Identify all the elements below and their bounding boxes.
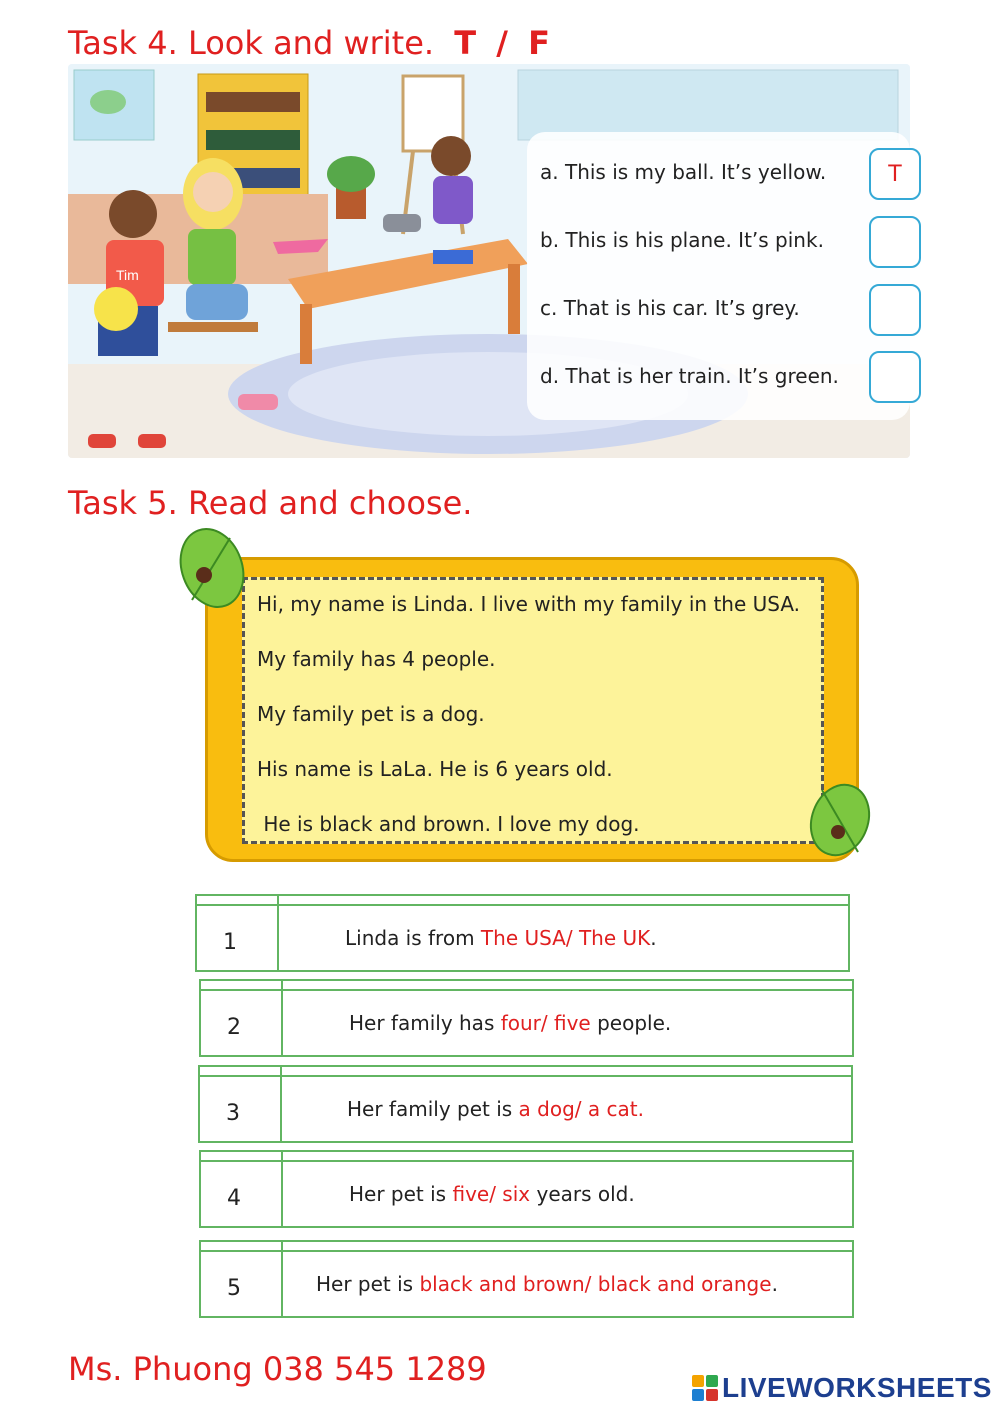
statement-b: b. This is his plane. It’s pink. (540, 228, 824, 252)
choose-row-1 (195, 894, 850, 972)
sentence-prefix: Her family has (349, 1011, 501, 1035)
passage-line-2: My family has 4 people. (257, 647, 496, 671)
statement-c: c. That is his car. It’s grey. (540, 296, 800, 320)
row-sentence (345, 926, 657, 950)
tim-label: Tim (116, 267, 139, 283)
sentence-suffix: . (771, 1272, 778, 1296)
choose-row-3 (198, 1065, 853, 1143)
row-sentence (349, 1182, 635, 1206)
leaf-icon (172, 520, 252, 620)
leaf-icon (802, 776, 878, 866)
answer-box-b[interactable] (869, 216, 921, 268)
choice-options[interactable]: a dog/ a cat. (518, 1097, 644, 1121)
task4-title (68, 24, 550, 62)
sentence-suffix: years old. (530, 1182, 635, 1206)
passage-line-4: His name is LaLa. He is 6 years old. (257, 757, 613, 781)
sentence-prefix: Linda is from (345, 926, 481, 950)
row-number: 4 (227, 1186, 241, 1211)
statement-a: a. This is my ball. It’s yellow. (540, 160, 827, 184)
sentence-prefix: Her family pet is (347, 1097, 519, 1121)
passage-line-5: He is black and brown. I love my dog. (257, 812, 640, 836)
answer-box-a[interactable]: T (869, 148, 921, 200)
sentence-prefix: Her pet is (349, 1182, 453, 1206)
row-number: 2 (227, 1015, 241, 1040)
author-credit: Ms. Phuong 038 545 1289 (68, 1350, 487, 1388)
answer-box-c[interactable] (869, 284, 921, 336)
true-label: T (454, 24, 477, 62)
choice-options[interactable]: black and brown/ black and orange (419, 1272, 772, 1296)
choice-options[interactable]: The USA/ The UK (480, 926, 651, 950)
passage-line-1: Hi, my name is Linda. I live with my family in the USA. (257, 592, 801, 616)
row-number: 3 (226, 1101, 240, 1126)
choose-row-2 (199, 979, 854, 1057)
sentence-suffix: people. (590, 1011, 672, 1035)
answer-box-d[interactable] (869, 351, 921, 403)
choose-row-4 (199, 1150, 854, 1228)
sentence-suffix: . (650, 926, 657, 950)
passage-line-3: My family pet is a dog. (257, 702, 485, 726)
slash-separator: / (496, 24, 508, 62)
row-sentence (316, 1272, 778, 1296)
false-label: F (528, 24, 550, 62)
row-sentence (347, 1097, 644, 1121)
sentence-prefix: Her pet is (316, 1272, 420, 1296)
row-number: 1 (223, 930, 237, 955)
row-number: 5 (227, 1276, 241, 1301)
task4-title-text: Task 4. Look and write. (68, 24, 435, 62)
choose-row-5 (199, 1240, 854, 1318)
statement-d: d. That is her train. It’s green. (540, 364, 839, 388)
liveworksheets-logo[interactable] (692, 1372, 992, 1404)
task5-title: Task 5. Read and choose. (68, 484, 473, 522)
row-sentence (349, 1011, 671, 1035)
choice-options[interactable]: four/ five (500, 1011, 591, 1035)
choice-options[interactable]: five/ six (452, 1182, 531, 1206)
logo-icon (692, 1375, 718, 1401)
logo-text: LIVEWORKSHEETS (722, 1372, 992, 1403)
